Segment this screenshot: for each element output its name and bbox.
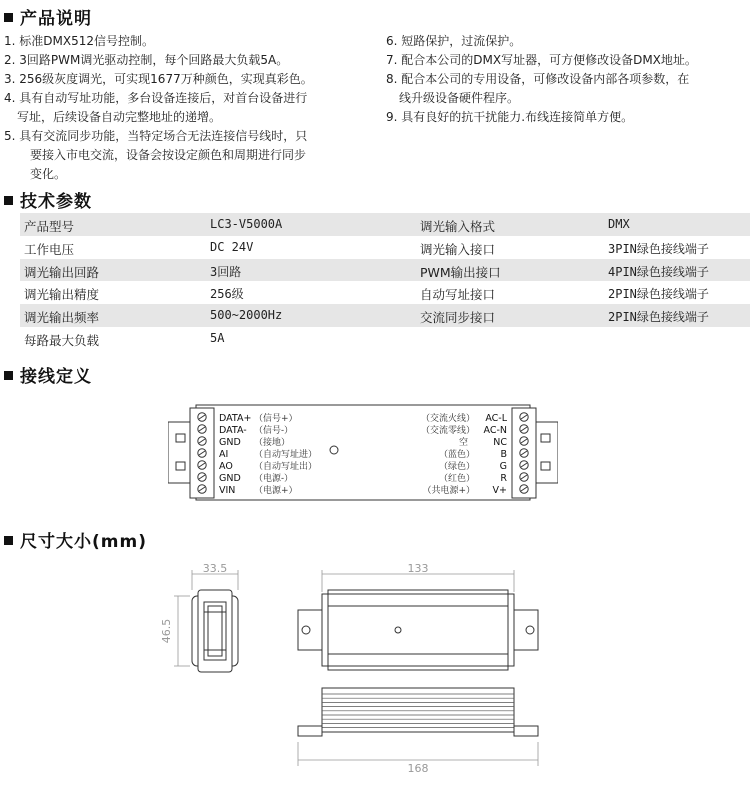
- pin-desc: （蓝色）: [438, 450, 475, 460]
- features-left: [4, 32, 313, 184]
- pin-label: R: [500, 473, 507, 484]
- spec-key: 产品型号: [24, 219, 75, 234]
- dimension-drawing: [150, 560, 570, 775]
- feature-item: 写址，后续设备自动完整地址的递增。: [17, 110, 222, 124]
- pin-desc: （交流零线）: [420, 426, 475, 436]
- feature-item: 8. 配合本公司的专用设备，可修改设备内部各项参数，在: [386, 72, 690, 86]
- spec-value: LC3-V5000A: [210, 217, 283, 231]
- spec-key: 调光输出频率: [24, 310, 100, 326]
- dim-length-top: 133: [407, 562, 429, 575]
- pin-desc: （信号-）: [254, 426, 294, 436]
- pin-label: AO: [219, 461, 233, 472]
- pin-desc: （电源-）: [254, 474, 294, 484]
- spec-key: PWM输出接口: [420, 264, 501, 280]
- feature-item: 9. 具有良好的抗干扰能力.布线连接简单方便。: [386, 110, 634, 124]
- spec-key: 调光输出回路: [24, 264, 100, 280]
- pin-desc: （共电源+）: [422, 486, 475, 496]
- pin-desc: （交流火线）: [420, 414, 475, 424]
- pin-desc: （接地）: [254, 438, 291, 448]
- pin-desc: （自动写址进）: [254, 450, 318, 460]
- pin-desc: （红色）: [438, 474, 475, 484]
- spec-key: 调光输入格式: [420, 219, 496, 234]
- front-view: [298, 688, 538, 775]
- pin-label: GND: [219, 437, 241, 448]
- table-row: [20, 236, 750, 259]
- spec-table: [20, 213, 750, 350]
- feature-item: 要接入市电交流，设备会按设定颜色和周期进行同步: [30, 148, 307, 162]
- feature-item: 线升级设备硬件程序。: [399, 91, 520, 105]
- spec-value: 2PIN绿色接线端子: [608, 287, 709, 302]
- table-row: [20, 327, 395, 350]
- feature-item: 6. 短路保护，过流保护。: [386, 34, 522, 48]
- section-title-tech: 技术参数: [4, 187, 92, 212]
- spec-value: DMX: [608, 217, 630, 231]
- spec-key: 每路最大负载: [24, 332, 100, 348]
- pin-label: AC-L: [485, 413, 507, 424]
- top-view: [298, 562, 538, 670]
- section-title-product: 产品说明: [4, 4, 92, 29]
- pin-label: GND: [219, 473, 241, 484]
- spec-value: 3回路: [210, 264, 242, 279]
- square-bullet-icon: [4, 371, 13, 380]
- square-bullet-icon: [4, 536, 13, 545]
- spec-key: 自动写址接口: [420, 287, 496, 303]
- table-row: [20, 281, 750, 304]
- dim-length-total: 168: [407, 762, 429, 775]
- pin-label: DATA-: [219, 425, 247, 436]
- feature-item: 2. 3回路PWM调光驱动控制，每个回路最大负载5A。: [4, 53, 289, 67]
- spec-value: 2PIN绿色接线端子: [608, 310, 709, 325]
- feature-item: 5. 具有交流同步功能，当特定场合无法连接信号线时，只: [4, 129, 308, 143]
- spec-key: 工作电压: [24, 241, 75, 257]
- pin-label: NC: [493, 437, 507, 448]
- square-bullet-icon: [4, 196, 13, 205]
- feature-item: 变化。: [30, 167, 67, 181]
- wiring-diagram: [168, 400, 558, 505]
- pin-desc: （电源+）: [254, 486, 298, 496]
- section-title-wiring: 接线定义: [4, 362, 92, 387]
- spec-value: 3PIN绿色接线端子: [608, 241, 709, 256]
- spec-value: 4PIN绿色接线端子: [608, 264, 709, 279]
- spec-key: 调光输出精度: [24, 287, 100, 303]
- pin-label: B: [500, 449, 507, 460]
- pin-desc: 空: [458, 438, 468, 448]
- table-row: [20, 213, 750, 236]
- spec-key: 交流同步接口: [420, 310, 496, 326]
- pin-label: AC-N: [483, 425, 507, 436]
- section-title-size: 尺寸大小(mm): [4, 527, 147, 552]
- dim-width-side: 33.5: [202, 562, 228, 575]
- table-row: [20, 304, 750, 327]
- spec-value: DC 24V: [210, 239, 254, 254]
- pin-label: DATA+: [219, 413, 252, 424]
- spec-value: 500~2000Hz: [210, 308, 283, 323]
- pin-desc: （信号+）: [254, 414, 298, 424]
- pin-label: G: [499, 461, 507, 472]
- square-bullet-icon: [4, 13, 13, 22]
- pin-label: AI: [219, 449, 229, 460]
- pin-label: V+: [492, 485, 507, 496]
- features-right: [386, 32, 697, 127]
- spec-value: 256级: [210, 287, 244, 302]
- pin-label: VIN: [219, 485, 236, 496]
- spec-key: 调光输入接口: [420, 241, 496, 257]
- dim-height-side: 46.5: [160, 618, 173, 644]
- pin-desc: （自动写址出）: [254, 462, 318, 472]
- pin-desc: （绿色）: [438, 462, 475, 472]
- table-row: [20, 259, 750, 282]
- feature-item: 3. 256级灰度调光，可实现1677万种颜色，实现真彩色。: [4, 72, 313, 86]
- feature-item: 4. 具有自动写址功能，多台设备连接后，对首台设备进行: [4, 91, 308, 105]
- feature-item: 1. 标准DMX512信号控制。: [4, 34, 154, 48]
- spec-value: 5A: [210, 330, 225, 345]
- feature-item: 7. 配合本公司的DMX写址器，可方便修改设备DMX地址。: [386, 53, 697, 67]
- side-view: [160, 562, 238, 672]
